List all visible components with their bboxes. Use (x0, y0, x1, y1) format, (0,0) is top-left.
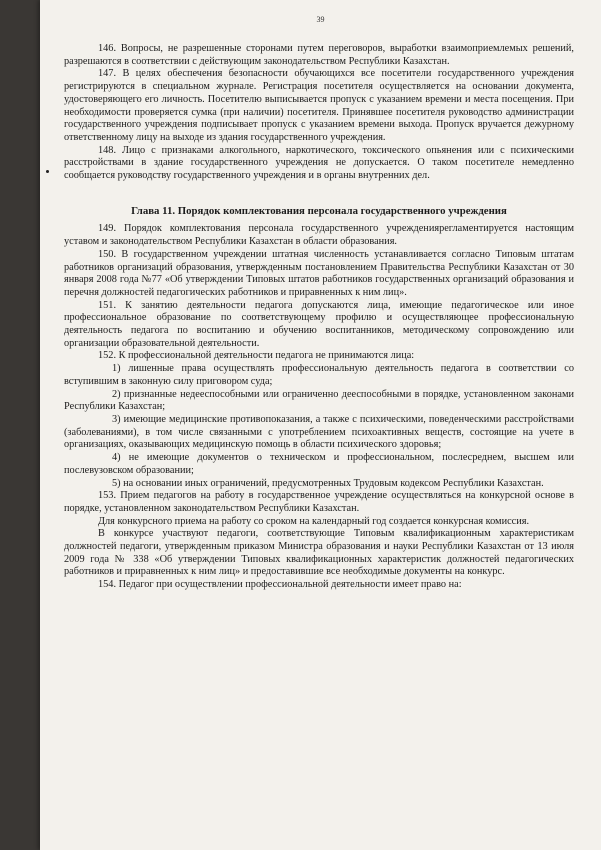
document-page (40, 0, 601, 850)
paragraph-152: 152. К профессиональной деятельности педагога не принимаются лица: (98, 350, 415, 362)
chapter-heading: Глава 11. Порядок комплектования персонала государственного учреждения (131, 204, 507, 217)
page-number: 39 (316, 15, 325, 24)
margin-mark (46, 170, 49, 173)
paragraph-149: 149. Порядок комплектования персонала государственного учреждениярегламентируется настоящим уставом и законодательством Республики Казахстан в области образования. (64, 223, 574, 248)
paragraph-151: 151. К занятию деятельности педагога допускаются лица, имеющие педагогическое или иное профессиональное образование по соответствующему профилю и осуществляющее профессиональную деятельность педагога по воспитанию и обучению воспитанников, методическому сопровождению или организации образовательной деятельности. (64, 299, 574, 349)
paragraph-147: 147. В целях обеспечения безопасности обучающихся все посетители государственного учреждения регистрируются в специальном журнале. Регистрация посетителя осуществляется на основании документа, удостоверяющего его личность. Посетителю выписывается пропуск с указанием времени и места посещения. При необходимости проверяется сумка (при наличии) посетителя. Принявшее посетителя руководство администрации государственного учреждения подписывает пропуск с указанием времени выхода. Пропуск вручается дежурному ответственному лицу на выходе из здания государственного учреждения. (64, 68, 574, 143)
list-item-3: 3) имеющие медицинские противопоказания, а также с психическими, поведенческими расстройствами (заболеваниями), в том числе связанными с употреблением психоактивных веществ, состоящие на учете в организациях, оказывающих медицинскую помощь в области психического здоровья; (64, 413, 574, 451)
paragraph-146: 146. Вопросы, не разрешенные сторонами путем переговоров, выработки взаимоприемлемых решений, разрешаются в соответствии с действующим законодательством Республики Казахстан. (64, 43, 574, 67)
list-item-1: 1) лишенные права осуществлять профессиональную деятельность педагога в соответствии со вступившим в законную силу приговором суда; (64, 363, 574, 387)
page-body (64, 43, 574, 592)
list-item-2: 2) признанные недееспособными или ограниченно дееспособными в порядке, установленном законами Республики Казахстан; (64, 388, 574, 413)
paragraph-150: 150. В государственном учреждении штатная численность устанавливается согласно Типовым штатам работников организаций образования, утвержденным постановлением Правительства Республики Казахстан от 30 января 2008 года №77 «Об утверждении Типовых штатов работников государственных организаций образования и перечня должностей педагогических работников и приравненных к ним лиц». (64, 248, 574, 298)
list-item-4: 4) не имеющие документов о техническом и профессиональном, послесреднем, высшем или послевузовском образовании; (64, 452, 574, 476)
paragraph-153-participants: В конкурсе участвуют педагоги, соответствующие Типовым квалификационным характеристикам должностей педагоги, утвержденным приказом Министра образования и науки Республики Казахстан от 13 июля 2009 года № 338 «Об утверждении Типовых квалификационных характеристик должностей педагогических работников и приравненных к ним лиц» и предоставившие все необходимые документы на конкурс. (64, 528, 574, 578)
list-item-5: 5) на основании иных ограничений, предусмотренных Трудовым кодексом Республики Казахстан. (112, 477, 544, 489)
paragraph-154: 154. Педагог при осуществлении профессиональной деятельности имеет право на: (98, 579, 462, 591)
paragraph-153-commission: Для конкурсного приема на работу со сроком на календарный год создается конкурсная комиссия. (98, 515, 530, 527)
paragraph-153: 153. Прием педагогов на работу в государственное учреждение осуществляться на конкурсной основе в порядке, установленном законодательством Республики Казахстан. (64, 490, 574, 514)
paragraph-148: 148. Лицо с признаками алкогольного, наркотического, токсического опьянения или с психическими расстройствами в здание государственного учреждения не допускается. О таком посетителе немедленно сообщается руководству государственного учреждения и в органы внутренних дел. (64, 144, 574, 182)
